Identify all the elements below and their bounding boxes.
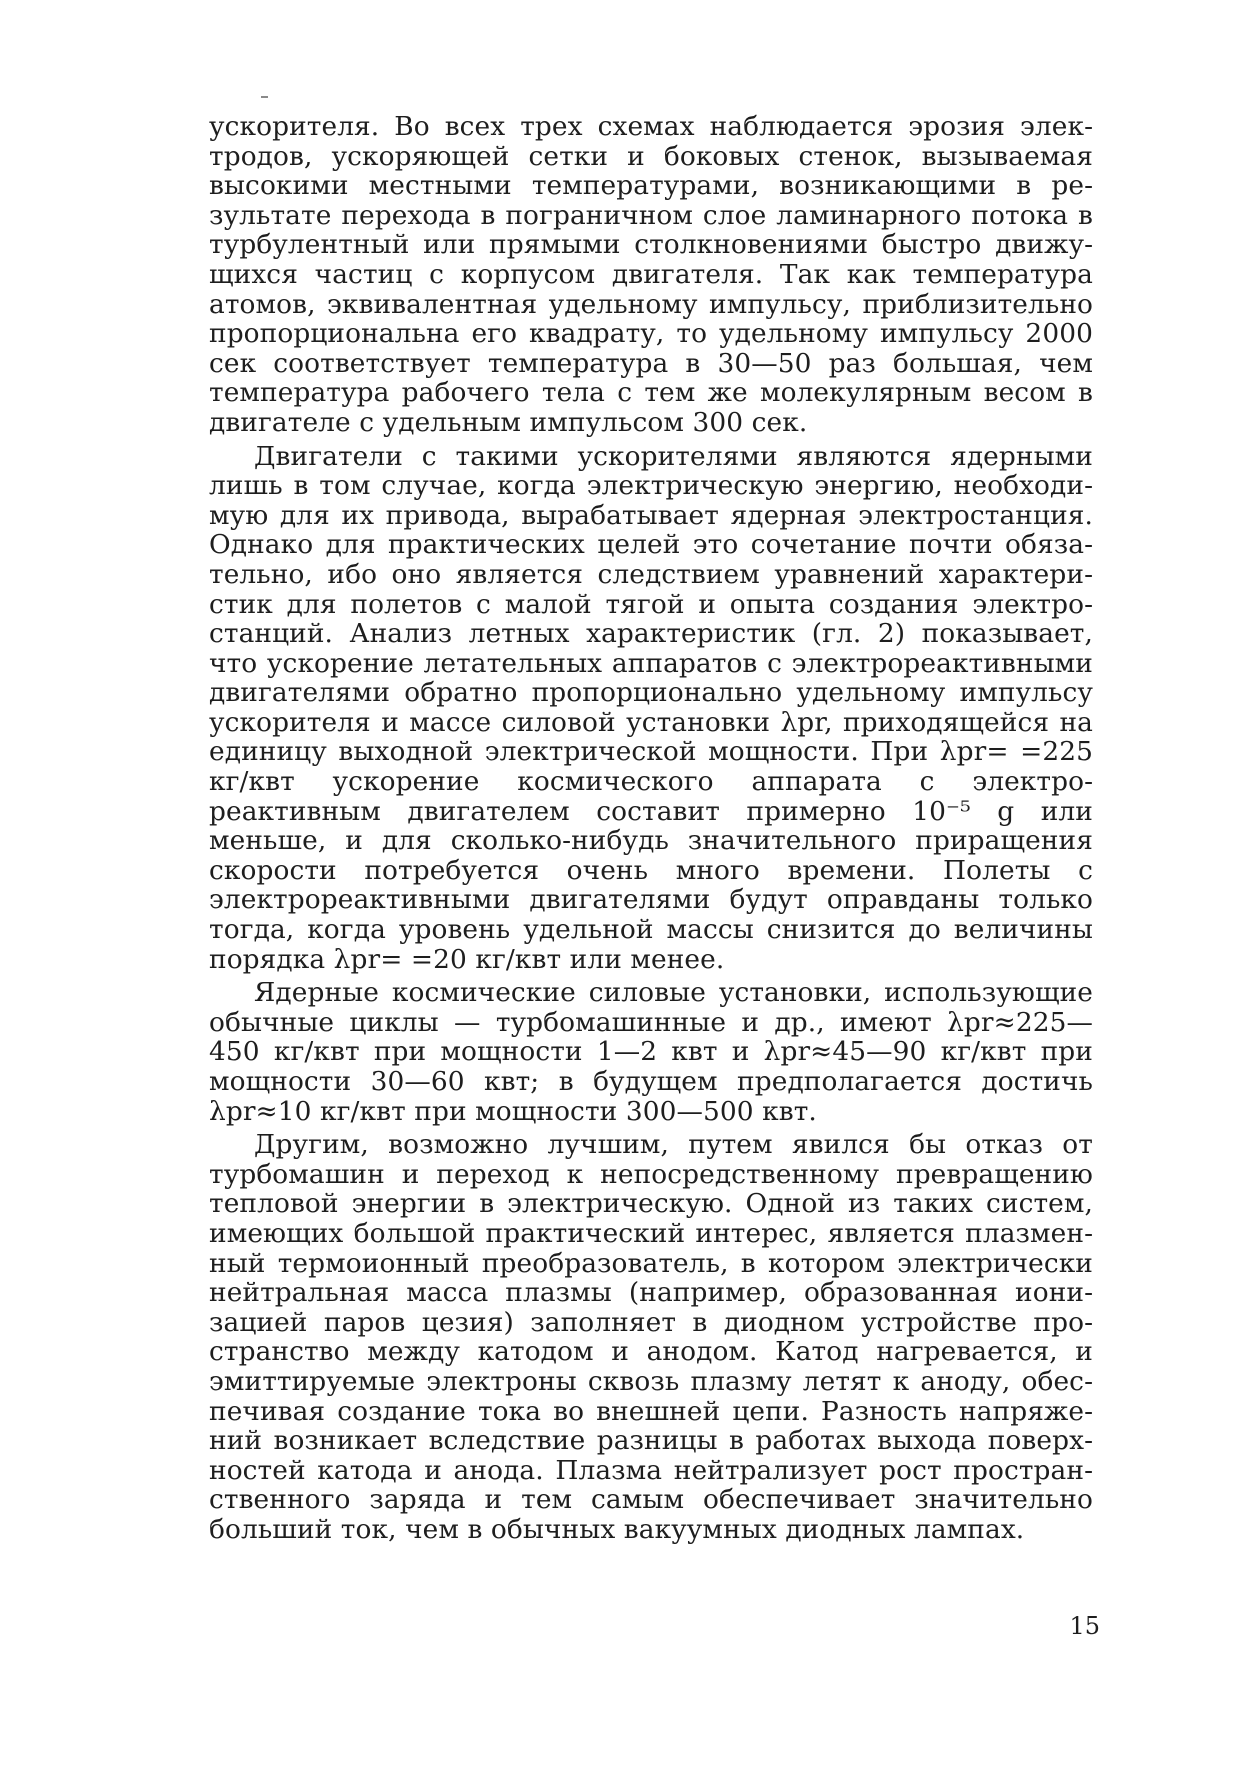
paragraph-1: ускорителя. Во всех трех схемах наблюдается эрозия электродов, ускоряющей сетки и боковых стенок, вызываемая высокими местными температурами, возникающими в результате перехода в пограничном слое ламинарного потока в турбулентный или прямыми столкновениями быстро движущихся частиц с корпусом двигателя. Так как температура атомов, эквивалентная удельному импульсу, приблизительно пропорциональна его квадрату, то удельному импульсу 2000 сек соответствует температура в 30—50 раз большая, чем температура рабочего тела с тем же молекулярным весом в двигателе с удельным импульсом 300 сек. xyxy=(209,111,1093,438)
paragraph-2: Двигатели с такими ускорителями являются ядерными лишь в том случае, когда электрическую энергию, необходимую для их привода, вырабатывает ядерная электростанция. Однако для практических целей это сочетание почти обязательно, ибо оно является следствием уравнений характеристик для полетов с малой тягой и опыта создания электростанций. Анализ летных характеристик (гл. 2) показывает, что ускорение летательных аппаратов с электрореактивными двигателями обратно пропорционально удельному импульсу ускорителя и массе силовой установки λpr, приходящейся на единицу выходной электрической мощности. При λpr= =225 кг/квт ускорение космического аппарата с электрореактивным двигателем составит примерно 10⁻⁵ g или меньше, и для сколько-нибудь значительного приращения скорости потребуется очень много времени. Полеты с электрореактивными двигателями будут оправданы только тогда, когда уровень удельной массы снизится до величины порядка λpr= =20 кг/квт или менее. xyxy=(209,440,1093,975)
paragraph-3: Ядерные космические силовые установки, использующие обычные циклы — турбомашинные и др., имеют λpr≈225— 450 кг/квт при мощности 1—2 квт и λpr≈45—90 кг/квт при мощности 30—60 квт; в будущем предполагается достичь λpr≈10 кг/квт при мощности 300—500 квт. xyxy=(209,977,1093,1127)
print-speck xyxy=(261,96,268,98)
page-number: 15 xyxy=(1069,1612,1100,1640)
page-body xyxy=(209,112,1093,1545)
paragraph-4: Другим, возможно лучшим, путем явился бы отказ от турбомашин и переход к непосредственному превращению тепловой энергии в электрическую. Одной из таких систем, имеющих большой практический интерес, является плазменный термоионный преобразователь, в котором электрически нейтральная масса плазмы (например, образованная ионизацией паров цезия) заполняет в диодном устройстве пространство между катодом и анодом. Катод нагревается, и эмиттируемые электроны сквозь плазму летят к аноду, обеспечивая создание тока во внешней цепи. Разность напряжений возникает вследствие разницы в работах выхода поверхностей катода и анода. Плазма нейтрализует рост пространственного заряда и тем самым обеспечивает значительно больший ток, чем в обычных вакуумных диодных лампах. xyxy=(209,1129,1093,1545)
